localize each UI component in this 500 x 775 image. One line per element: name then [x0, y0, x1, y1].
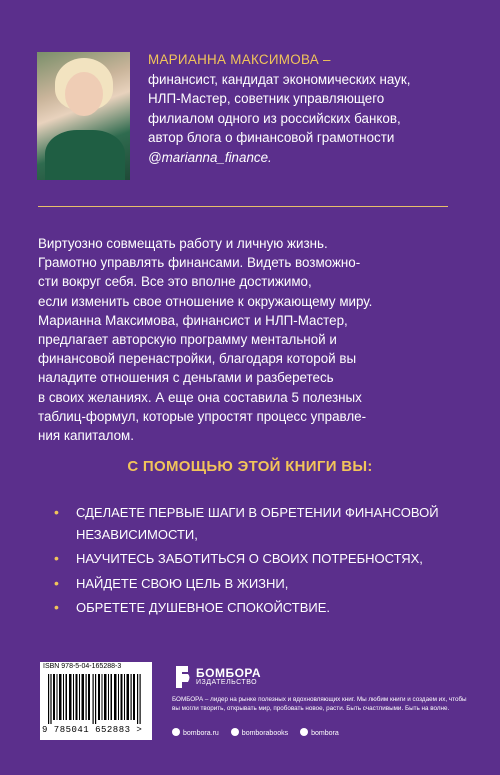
bullet-icon: • [54, 504, 59, 520]
author-bio-line: филиалом одного из российских банков, [148, 110, 401, 126]
vk-icon [231, 728, 239, 736]
benefit-item [50, 597, 470, 619]
author-name: МАРИАННА МАКСИМОВА – [148, 52, 331, 67]
social-link [231, 728, 288, 737]
publisher-name: БОМБОРА [196, 666, 262, 680]
author-photo [37, 52, 130, 180]
isbn-number: 9 785041 652883 > [42, 725, 143, 735]
bullet-icon: • [54, 574, 59, 591]
telegram-icon [300, 728, 308, 736]
divider [38, 206, 448, 207]
bullet-icon: • [54, 550, 59, 566]
author-bio-line: НЛП-Мастер, советник управляющего [148, 91, 385, 107]
benefit-text: СДЕЛАЕТЕ ПЕРВЫЕ ШАГИ В ОБРЕТЕНИИ ФИНАНСОВОЙ НЕЗАВИСИМОСТИ, [76, 505, 439, 542]
isbn-label: ISBN 978-5-04-165288-3 [43, 663, 122, 670]
social-link [172, 728, 219, 737]
bullet-icon: • [54, 599, 59, 615]
benefit-item [50, 548, 470, 570]
barcode-bars [48, 674, 144, 724]
author-bio-line: автор блога о финансовой грамотности [148, 130, 395, 146]
social-label: bomborabooks [241, 730, 289, 737]
publisher-sub: ИЗДАТЕЛЬСТВО [196, 679, 258, 686]
benefit-text: НАЙДЕТЕ СВОЮ ЦЕЛЬ В ЖИЗНИ, [76, 575, 289, 591]
benefit-text: ОБРЕТЕТЕ ДУШЕВНОЕ СПОКОЙСТВИЕ. [76, 600, 330, 615]
author-bio [148, 50, 478, 168]
isbn-barcode [40, 662, 152, 740]
author-face [65, 72, 103, 116]
benefit-item [50, 573, 470, 595]
social-label: bombora [311, 730, 339, 737]
web-icon [172, 728, 180, 736]
social-link [300, 728, 339, 737]
publisher-socials [172, 728, 339, 737]
benefit-item [50, 502, 470, 545]
author-handle: @marianna_finance. [148, 149, 272, 165]
benefits-heading: С ПОМОЩЬЮ ЭТОЙ КНИГИ ВЫ: [127, 458, 373, 475]
benefit-text: НАУЧИТЕСЬ ЗАБОТИТЬСЯ О СВОИХ ПОТРЕБНОСТЯХ, [76, 551, 423, 566]
social-label: bombora.ru [183, 730, 219, 737]
publisher-logo [172, 664, 272, 692]
author-bio-line: финансист, кандидат экономических наук, [148, 71, 411, 87]
bombora-logo-icon [172, 664, 192, 690]
author-dress [45, 130, 125, 180]
publisher-description: БОМБОРА – лидер на рынке полезных и вдохновляющих книг. Мы любим книги и создаем их, чтобы вы могли творить, открывать мир, пробовать новое, расти. Быть счастливыми. Быть на волне. [172, 696, 467, 712]
benefits-list [50, 502, 470, 619]
book-description: Виртуозно совмещать работу и личную жизнь. Грамотно управлять финансами. Видеть возможно- сти вокруг себя. Все это вполне достижимо, если изменить свое отношение к окружающему миру. Марианна Максимова, финансист и НЛП-Мастер, предлагает авторскую программу ментальной и финансовой перенастройки, благодаря которой вы наладите отношения с деньгами и разберетесь в своих желаниях. А еще она составила 5 полезных таблиц-формул, которые упростят процесс управле- ния капиталом. [38, 236, 373, 444]
